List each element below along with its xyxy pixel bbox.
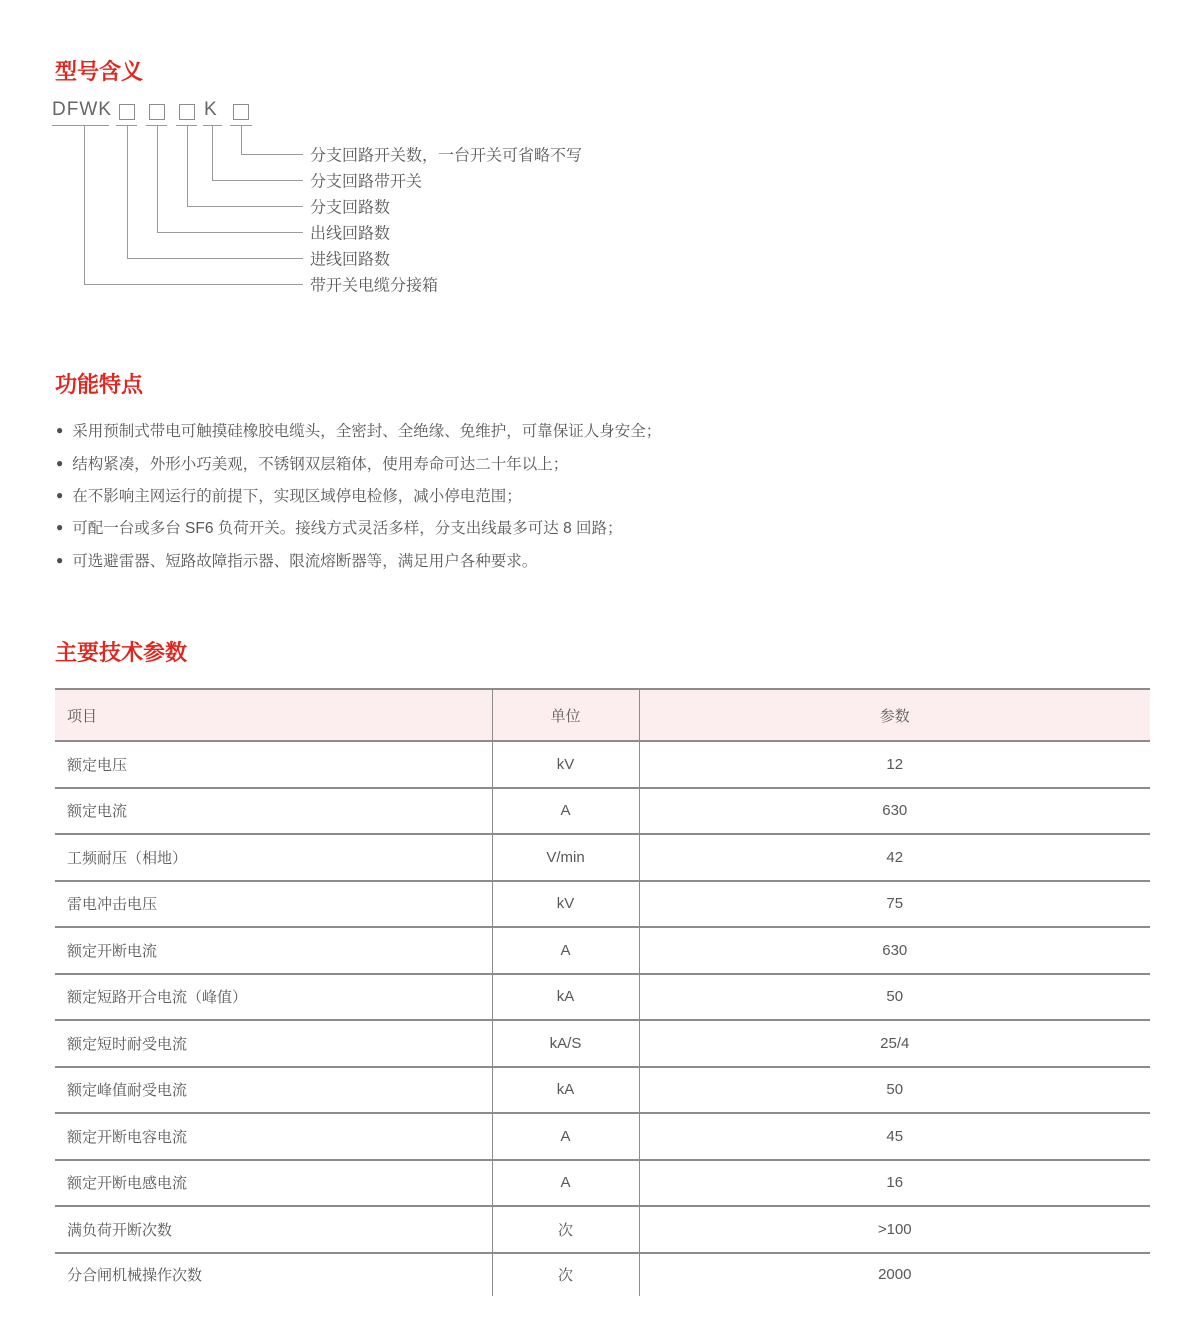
bullet-icon: ●	[56, 520, 64, 535]
callout-line-vertical	[187, 126, 188, 206]
param-item: 满负荷开断次数	[55, 1206, 492, 1253]
table-row	[55, 1253, 1150, 1296]
param-unit: A	[492, 927, 639, 974]
callout-line-vertical	[127, 126, 128, 258]
param-value: 50	[639, 1067, 1150, 1114]
param-item: 额定峰值耐受电流	[55, 1067, 492, 1114]
param-item: 工频耐压（相地）	[55, 834, 492, 881]
feature-item	[56, 479, 1146, 511]
callout-line-horizontal	[157, 232, 303, 233]
model-digit-label: 分支回路数	[310, 199, 391, 217]
table-row	[55, 1113, 1150, 1160]
feature-text: 在不影响主网运行的前提下，实现区域停电检修，减小停电范围；	[72, 487, 522, 505]
model-digit-label: 分支回路带开关	[310, 173, 423, 191]
callout-line-vertical	[84, 126, 85, 284]
param-value: 16	[639, 1160, 1150, 1207]
model-prefix-text: DFWK	[52, 99, 112, 120]
model-k-text: K	[204, 99, 217, 120]
param-value: 45	[639, 1113, 1150, 1160]
table-row	[55, 1206, 1150, 1253]
table-row	[55, 834, 1150, 881]
feature-text: 可配一台或多台 SF6 负荷开关。接线方式灵活多样，分支出线最多可达 8 回路；	[72, 520, 623, 538]
model-digit-label: 带开关电缆分接箱	[310, 277, 439, 295]
model-placeholder-box-4	[233, 104, 249, 120]
param-item: 分合闸机械操作次数	[55, 1253, 492, 1296]
param-value: >100	[639, 1206, 1150, 1253]
param-value: 50	[639, 974, 1150, 1021]
feature-text: 采用预制式带电可触摸硅橡胶电缆头，全密封、全绝缘、免维护，可靠保证人身安全；	[72, 423, 662, 441]
bullet-icon: ●	[56, 423, 64, 438]
technical-parameters-table	[55, 688, 1150, 1296]
table-row	[55, 741, 1150, 788]
column-header-value: 参数	[639, 689, 1150, 741]
param-item: 雷电冲击电压	[55, 881, 492, 928]
features-section-title: 功能特点	[55, 372, 144, 397]
param-value: 2000	[639, 1253, 1150, 1296]
table-row	[55, 974, 1150, 1021]
params-section-title: 主要技术参数	[55, 640, 188, 665]
param-value: 42	[639, 834, 1150, 881]
column-header-item: 项目	[55, 689, 492, 741]
table-row	[55, 881, 1150, 928]
feature-text: 可选避雷器、短路故障指示器、限流熔断器等，满足用户各种要求。	[72, 552, 538, 570]
model-digit-label: 分支回路开关数，一台开关可省略不写	[310, 147, 583, 165]
bullet-icon: ●	[56, 455, 64, 470]
feature-item	[56, 511, 1146, 543]
param-value: 75	[639, 881, 1150, 928]
column-header-unit: 单位	[492, 689, 639, 741]
param-item: 额定电流	[55, 788, 492, 835]
feature-text: 结构紧凑，外形小巧美观，不锈钢双层箱体，使用寿命可达二十年以上；	[72, 455, 569, 473]
param-unit: kA	[492, 1067, 639, 1114]
callout-line-vertical	[157, 126, 158, 232]
model-digit-label: 进线回路数	[310, 251, 391, 269]
feature-item	[56, 544, 1146, 576]
callout-line-horizontal	[212, 180, 303, 181]
param-item: 额定开断电感电流	[55, 1160, 492, 1207]
param-unit: kV	[492, 741, 639, 788]
callout-line-vertical	[212, 126, 213, 180]
table-row	[55, 1020, 1150, 1067]
model-placeholder-box-2	[149, 104, 165, 120]
underline-segment	[52, 125, 109, 126]
param-unit: kA	[492, 974, 639, 1021]
model-placeholder-box-3	[179, 104, 195, 120]
param-unit: A	[492, 788, 639, 835]
param-item: 额定开断电容电流	[55, 1113, 492, 1160]
param-unit: 次	[492, 1206, 639, 1253]
table-row	[55, 927, 1150, 974]
bullet-icon: ●	[56, 552, 64, 567]
feature-item	[56, 446, 1146, 478]
table-header-row	[55, 689, 1150, 741]
param-unit: A	[492, 1160, 639, 1207]
param-unit: V/min	[492, 834, 639, 881]
model-digit-label: 出线回路数	[310, 225, 391, 243]
feature-item	[56, 414, 1146, 446]
callout-line-vertical	[241, 126, 242, 154]
table-row	[55, 788, 1150, 835]
table-row	[55, 1160, 1150, 1207]
param-value: 630	[639, 927, 1150, 974]
param-unit: 次	[492, 1253, 639, 1296]
bullet-icon: ●	[56, 487, 64, 502]
param-unit: kA/S	[492, 1020, 639, 1067]
callout-line-horizontal	[241, 154, 303, 155]
param-item: 额定短时耐受电流	[55, 1020, 492, 1067]
model-placeholder-box-1	[119, 104, 135, 120]
param-value: 630	[639, 788, 1150, 835]
param-item: 额定开断电流	[55, 927, 492, 974]
param-item: 额定短路开合电流（峰值）	[55, 974, 492, 1021]
callout-line-horizontal	[127, 258, 303, 259]
param-unit: kV	[492, 881, 639, 928]
callout-line-horizontal	[84, 284, 303, 285]
model-section-title: 型号含义	[55, 59, 144, 84]
table-row	[55, 1067, 1150, 1114]
callout-line-horizontal	[187, 206, 303, 207]
param-unit: A	[492, 1113, 639, 1160]
param-item: 额定电压	[55, 741, 492, 788]
param-value: 12	[639, 741, 1150, 788]
feature-list	[56, 414, 1146, 576]
param-value: 25/4	[639, 1020, 1150, 1067]
